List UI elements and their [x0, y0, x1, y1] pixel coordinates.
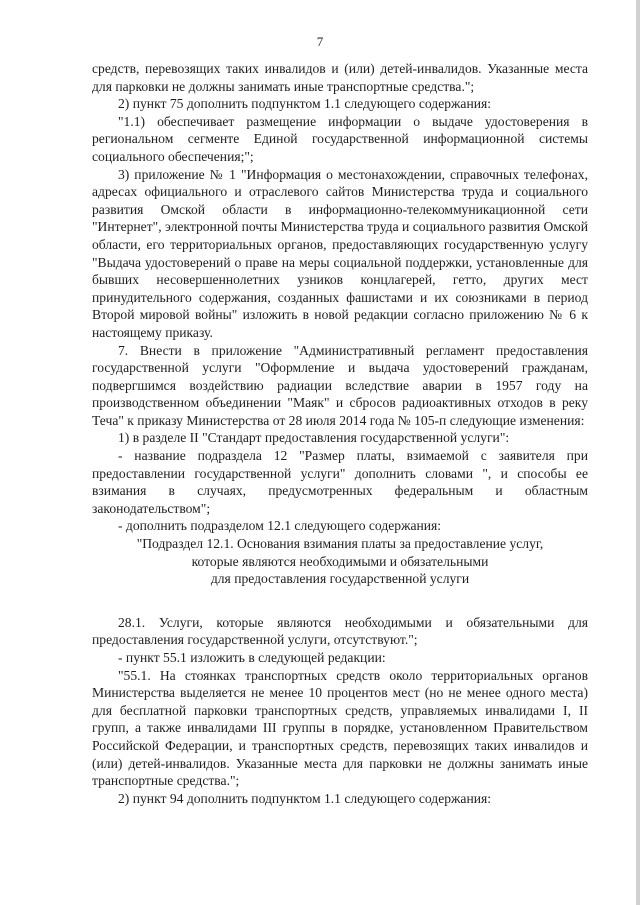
page-number: 7 [316, 34, 324, 49]
paragraph-item-3: 3) приложение № 1 "Информация о местонахождении, справочных телефонах, адресах официального и отраслевого сайтов Министерства труда и социального развития Омской области в информационно-телекоммуникационной сети "Интернет", электронной почты Министерства труда и социального развития Омской области, его территориальных органов, предоставляющих государственную услугу "Выдача удостоверений о праве на меры социальной поддержки, установленные для бывших несовершеннолетних узников концлагерей, гетто, других мест принудительного содержания, созданных фашистами и их союзниками в период Второй мировой войны" изложить в новой редакции согласно приложению № 6 к настоящему приказу. [92, 166, 588, 340]
subsection-heading-line-2: которые являются необходимыми и обязательными [191, 553, 489, 569]
scan-edge-shadow [636, 0, 640, 905]
subsection-heading-line-1: "Подраздел 12.1. Основания взимания платы за предоставление услуг, [136, 536, 544, 552]
paragraph-55-1-intro: - пункт 55.1 изложить в следующей редакции: [118, 650, 386, 665]
paragraph-subitem-1-1: "1.1) обеспечивает размещение информации о выдаче удостоверения в региональном сегменте Единой государственной информационной системы социального обеспечения;"; [92, 113, 588, 164]
paragraph-continuation: средств, перевозящих таких инвалидов и (или) детей-инвалидов. Указанные места для парковки не должны занимать иные транспортные средства."; [92, 61, 588, 94]
document-body [92, 60, 588, 807]
paragraph-item-7: 7. Внести в приложение "Административный регламент предоставления государственной услуги "Оформление и выдача удостоверений гражданам, подвергшимся воздействию радиации вследствие аварии в 1957 году на производственном объединении "Маяк" и сбросов радиоактивных отходов в реку Теча" к приказу Министерства от 28 июля 2014 года № 105-п следующие изменения: [92, 342, 588, 428]
paragraph-item-2: 2) пункт 75 дополнить подпунктом 1.1 следующего содержания: [118, 96, 492, 112]
paragraph-item-94: 2) пункт 94 дополнить подпунктом 1.1 следующего содержания: [118, 790, 492, 806]
paragraph-subsection-12: - название подраздела 12 "Размер платы, взимаемой с заявителя при предоставлении государственной услуги" дополнить словами ", и способы ее взимания в случаях, предусмотренных федеральным и областным законодательством"; [92, 448, 588, 516]
blank-space [92, 588, 588, 614]
paragraph-55-1-text: "55.1. На стоянках транспортных средств около территориальных органов Министерства выделяется не менее 10 процентов мест (но не менее одного места) для бесплатной парковки транспортных средств, управляемых инвалидами I, II групп, а также инвалидами III группы в порядке, установленном Правительством Российской Федерации, и транспортных средств, перевозящих таких инвалидов и (или) детей-инвалидов. Указанные места для парковки не должны занимать иные транспортные средства."; [92, 667, 588, 789]
paragraph-section-ii: 1) в разделе II "Стандарт предоставления государственной услуги": [118, 430, 510, 446]
subsection-heading [92, 535, 588, 588]
paragraph-28-1: 28.1. Услуги, которые являются необходимыми и обязательными для предоставления государственной услуги, отсутствуют."; [92, 614, 588, 648]
paragraph-add-12-1: - дополнить подразделом 12.1 следующего содержания: [118, 518, 442, 534]
subsection-heading-line-3: для предоставления государственной услуги [210, 571, 470, 587]
